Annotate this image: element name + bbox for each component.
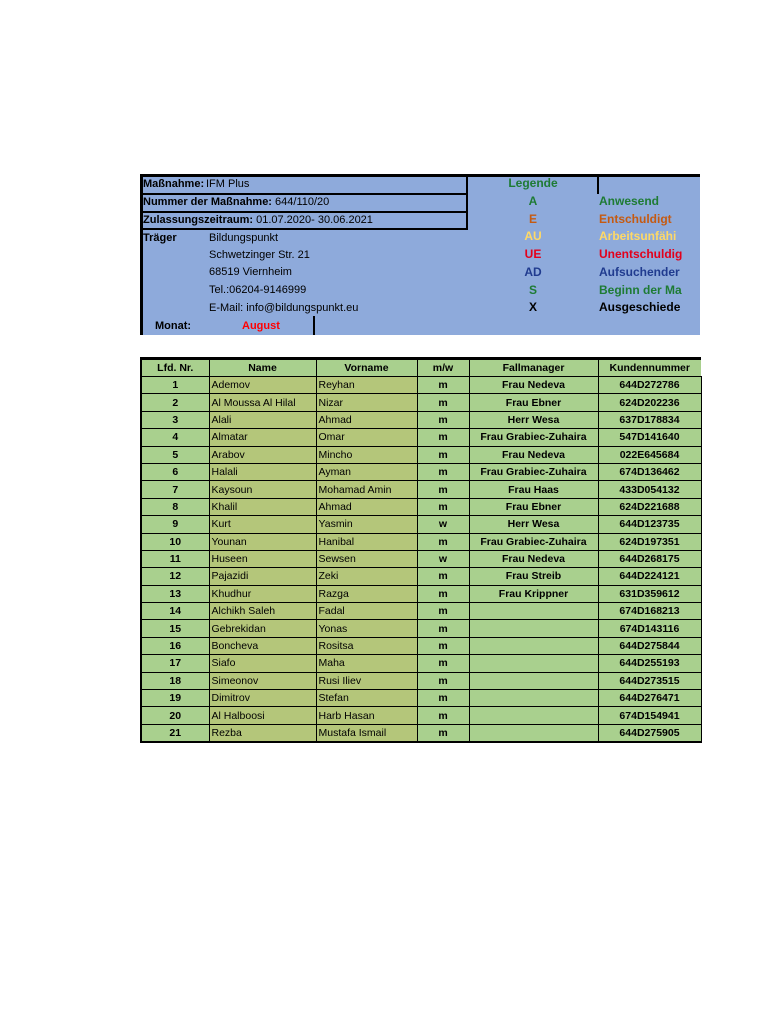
row-number: 19 <box>141 690 209 707</box>
row-number: 5 <box>141 446 209 463</box>
monat-label: Monat: <box>155 320 192 332</box>
row-gender: m <box>417 481 469 498</box>
table-row <box>141 724 701 742</box>
row-gender: m <box>417 672 469 689</box>
row-number: 12 <box>141 568 209 585</box>
row-kundennummer: 644D268175 <box>598 550 701 567</box>
row-gender: m <box>417 446 469 463</box>
table-row <box>141 498 701 515</box>
row-fallmanager: Frau Ebner <box>469 394 598 411</box>
row-name: Siafo <box>209 655 316 672</box>
legend-code: UE <box>524 247 542 262</box>
row-kundennummer: 624D202236 <box>598 394 701 411</box>
row-kundennummer: 433D054132 <box>598 481 701 498</box>
row-name: Al Halboosi <box>209 707 316 724</box>
row-kundennummer: 644D255193 <box>598 655 701 672</box>
traeger-label: Träger <box>143 232 177 244</box>
row-vorname: Razga <box>316 585 417 602</box>
row-number: 9 <box>141 516 209 533</box>
row-vorname: Mohamad Amin <box>316 481 417 498</box>
row-number: 11 <box>141 550 209 567</box>
row-name: Pajazidi <box>209 568 316 585</box>
row-number: 8 <box>141 498 209 515</box>
row-vorname: Sewsen <box>316 550 417 567</box>
massnahme-value: IFM Plus <box>206 178 250 190</box>
row-gender: m <box>417 655 469 672</box>
measure-info-block <box>140 174 700 335</box>
row-gender: m <box>417 498 469 515</box>
row-name: Boncheva <box>209 637 316 654</box>
table-body <box>141 377 701 743</box>
row-name: Alchikh Saleh <box>209 603 316 620</box>
row-fallmanager: Frau Grabiec-Zuhaira <box>469 533 598 550</box>
zeitraum-row <box>143 213 373 227</box>
row-vorname: Harb Hasan <box>316 707 417 724</box>
row-name: Simeonov <box>209 672 316 689</box>
legend-text: Arbeitsunfähi <box>599 229 677 244</box>
zeitraum-label: Zulassungszeitraum: <box>143 214 254 226</box>
zeitraum-value: 01.07.2020- 30.06.2021 <box>256 214 373 226</box>
row-kundennummer: 022E645684 <box>598 446 701 463</box>
row-number: 6 <box>141 463 209 480</box>
row-vorname: Reyhan <box>316 377 417 394</box>
table-row <box>141 463 701 480</box>
table-row <box>141 568 701 585</box>
row-fallmanager: Frau Nedeva <box>469 377 598 394</box>
row-kundennummer: 644D123735 <box>598 516 701 533</box>
nummer-label: Nummer der Maßnahme: <box>143 196 272 208</box>
row-name: Arabov <box>209 446 316 463</box>
table-row <box>141 429 701 446</box>
row-name: Gebrekidan <box>209 620 316 637</box>
row-number: 10 <box>141 533 209 550</box>
row-vorname: Stefan <box>316 690 417 707</box>
row-fallmanager <box>469 724 598 742</box>
traeger-line: E-Mail: info@bildungspunkt.eu <box>209 302 359 314</box>
row-number: 4 <box>141 429 209 446</box>
legend-title: Legende <box>508 176 558 190</box>
legend-text: Ausgeschiede <box>599 300 681 315</box>
row-kundennummer: 644D224121 <box>598 568 701 585</box>
row-fallmanager: Frau Nedeva <box>469 550 598 567</box>
row-gender: w <box>417 550 469 567</box>
row-vorname: Ahmad <box>316 411 417 428</box>
row-fallmanager <box>469 603 598 620</box>
row-name: Al Moussa Al Hilal <box>209 394 316 411</box>
legend-text: Aufsuchender <box>599 264 680 279</box>
column-header-fallmanager: Fallmanager <box>469 359 598 377</box>
row-vorname: Yonas <box>316 620 417 637</box>
row-number: 18 <box>141 672 209 689</box>
row-name: Alali <box>209 411 316 428</box>
row-gender: m <box>417 620 469 637</box>
row-gender: m <box>417 637 469 654</box>
table-row <box>141 533 701 550</box>
row-number: 20 <box>141 707 209 724</box>
row-kundennummer: 644D273515 <box>598 672 701 689</box>
column-header-name: Name <box>209 359 316 377</box>
row-kundennummer: 674D143116 <box>598 620 701 637</box>
table-row <box>141 394 701 411</box>
row-fallmanager <box>469 707 598 724</box>
row-vorname: Omar <box>316 429 417 446</box>
table-row <box>141 655 701 672</box>
row-name: Kurt <box>209 516 316 533</box>
row-name: Almatar <box>209 429 316 446</box>
row-kundennummer: 644D272786 <box>598 377 701 394</box>
row-kundennummer: 624D197351 <box>598 533 701 550</box>
row-gender: m <box>417 603 469 620</box>
row-number: 2 <box>141 394 209 411</box>
nummer-value: 644/110/20 <box>275 196 330 208</box>
row-fallmanager: Herr Wesa <box>469 516 598 533</box>
column-header-lfd-nr: Lfd. Nr. <box>141 359 209 377</box>
traeger-line: Schwetzinger Str. 21 <box>209 249 310 261</box>
row-gender: m <box>417 724 469 742</box>
traeger-line: 68519 Viernheim <box>209 266 292 278</box>
massnahme-label: Maßnahme: <box>143 178 205 190</box>
table-header-row <box>141 359 701 377</box>
row-fallmanager: Frau Haas <box>469 481 598 498</box>
table-row <box>141 585 701 602</box>
row-kundennummer: 674D154941 <box>598 707 701 724</box>
table-row <box>141 550 701 567</box>
row-gender: m <box>417 690 469 707</box>
legend-code: AU <box>524 229 542 244</box>
column-header-kundennummer: Kundennummer <box>598 359 701 377</box>
table-row <box>141 603 701 620</box>
row-number: 21 <box>141 724 209 742</box>
row-fallmanager: Herr Wesa <box>469 411 598 428</box>
row-vorname: Zeki <box>316 568 417 585</box>
traeger-line: Tel.:06204-9146999 <box>209 284 307 296</box>
table-row <box>141 481 701 498</box>
row-gender: m <box>417 707 469 724</box>
legend-text: Entschuldigt <box>599 211 672 226</box>
row-fallmanager <box>469 637 598 654</box>
row-gender: m <box>417 429 469 446</box>
row-vorname: Rusi Iliev <box>316 672 417 689</box>
row-kundennummer: 637D178834 <box>598 411 701 428</box>
legend-code: A <box>528 194 538 208</box>
row-fallmanager: Frau Grabiec-Zuhaira <box>469 429 598 446</box>
legend-code: E <box>528 211 537 226</box>
row-number: 17 <box>141 655 209 672</box>
row-vorname: Fadal <box>316 603 417 620</box>
row-gender: m <box>417 568 469 585</box>
row-gender: m <box>417 411 469 428</box>
row-name: Huseen <box>209 550 316 567</box>
row-name: Younan <box>209 533 316 550</box>
row-fallmanager: Frau Streib <box>469 568 598 585</box>
row-number: 1 <box>141 377 209 394</box>
row-vorname: Hanibal <box>316 533 417 550</box>
row-vorname: Rositsa <box>316 637 417 654</box>
table-row <box>141 411 701 428</box>
legend-text: Beginn der Ma <box>599 282 682 297</box>
row-kundennummer: 547D141640 <box>598 429 701 446</box>
table-row <box>141 707 701 724</box>
row-number: 15 <box>141 620 209 637</box>
row-name: Kaysoun <box>209 481 316 498</box>
row-kundennummer: 674D168213 <box>598 603 701 620</box>
row-name: Khalil <box>209 498 316 515</box>
row-fallmanager: Frau Krippner <box>469 585 598 602</box>
table-row <box>141 377 701 394</box>
nummer-row <box>143 195 329 209</box>
monat-value: August <box>242 320 280 332</box>
row-gender: m <box>417 585 469 602</box>
row-fallmanager <box>469 655 598 672</box>
row-kundennummer: 624D221688 <box>598 498 701 515</box>
table-row <box>141 672 701 689</box>
row-fallmanager <box>469 672 598 689</box>
row-number: 3 <box>141 411 209 428</box>
row-kundennummer: 644D275844 <box>598 637 701 654</box>
row-vorname: Maha <box>316 655 417 672</box>
row-name: Dimitrov <box>209 690 316 707</box>
row-gender: m <box>417 463 469 480</box>
column-header-vorname: Vorname <box>316 359 417 377</box>
row-gender: m <box>417 394 469 411</box>
row-vorname: Nizar <box>316 394 417 411</box>
legend-text: Anwesend <box>599 194 660 208</box>
row-kundennummer: 644D275905 <box>598 724 701 742</box>
table-row <box>141 516 701 533</box>
traeger-line: Bildungspunkt <box>209 232 279 244</box>
row-fallmanager: Frau Ebner <box>469 498 598 515</box>
row-number: 13 <box>141 585 209 602</box>
row-name: Rezba <box>209 724 316 742</box>
row-fallmanager <box>469 620 598 637</box>
row-vorname: Ayman <box>316 463 417 480</box>
row-name: Khudhur <box>209 585 316 602</box>
table-row <box>141 620 701 637</box>
row-kundennummer: 631D359612 <box>598 585 701 602</box>
legend-code: X <box>528 300 537 315</box>
row-vorname: Yasmin <box>316 516 417 533</box>
row-kundennummer: 674D136462 <box>598 463 701 480</box>
row-vorname: Ahmad <box>316 498 417 515</box>
table-row <box>141 446 701 463</box>
table-row <box>141 637 701 654</box>
participant-table <box>140 357 700 743</box>
row-gender: w <box>417 516 469 533</box>
row-gender: m <box>417 377 469 394</box>
table-row <box>141 690 701 707</box>
row-name: Halali <box>209 463 316 480</box>
row-number: 14 <box>141 603 209 620</box>
legend-text: Unentschuldig <box>599 247 683 262</box>
column-header-mw: m/w <box>417 359 469 377</box>
row-name: Ademov <box>209 377 316 394</box>
row-fallmanager <box>469 690 598 707</box>
legend-code: AD <box>524 264 542 279</box>
row-number: 7 <box>141 481 209 498</box>
row-vorname: Mustafa Ismail <box>316 724 417 742</box>
row-fallmanager: Frau Grabiec-Zuhaira <box>469 463 598 480</box>
row-fallmanager: Frau Nedeva <box>469 446 598 463</box>
row-kundennummer: 644D276471 <box>598 690 701 707</box>
row-number: 16 <box>141 637 209 654</box>
row-gender: m <box>417 533 469 550</box>
row-vorname: Mincho <box>316 446 417 463</box>
legend-code: S <box>528 282 537 297</box>
